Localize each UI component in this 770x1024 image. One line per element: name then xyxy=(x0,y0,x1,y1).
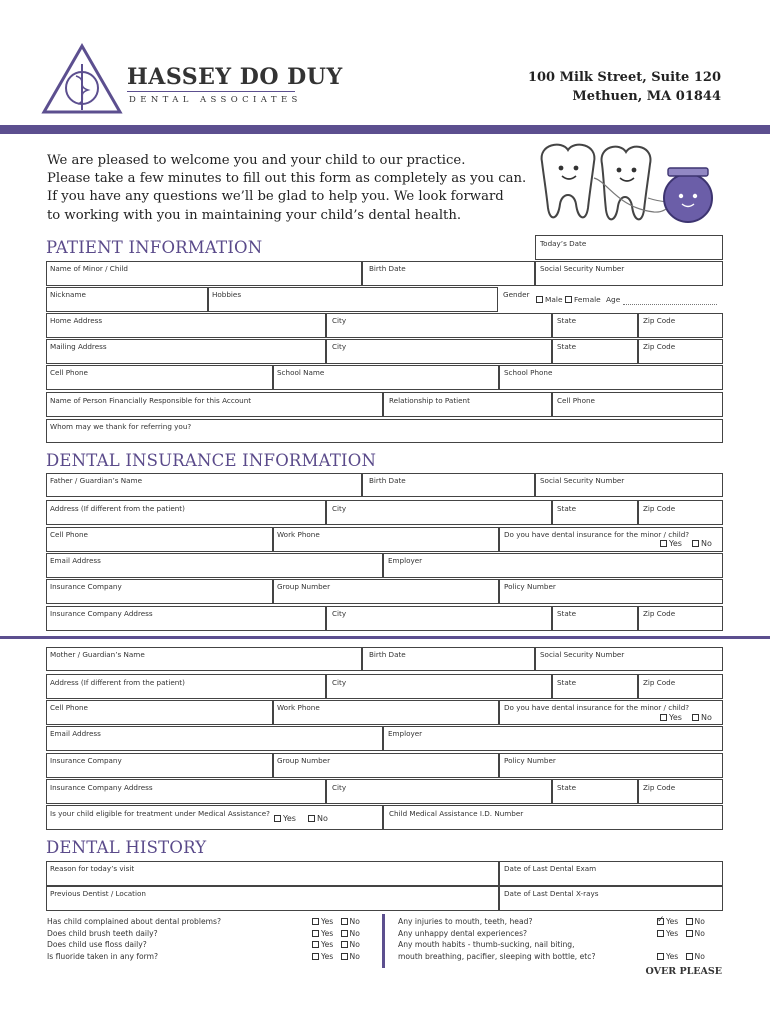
financial-cell-phone-label: Cell Phone xyxy=(557,396,595,405)
no-checkbox[interactable] xyxy=(341,930,348,937)
no-checkbox[interactable] xyxy=(686,918,693,925)
no-label: No xyxy=(694,917,705,926)
no-label: No xyxy=(349,928,360,938)
no-checkbox[interactable] xyxy=(341,941,348,948)
father-employer-label: Employer xyxy=(388,556,423,565)
mother-company-address-label: Insurance Company Address xyxy=(50,783,153,792)
right-answer-list xyxy=(657,916,705,962)
answer-row xyxy=(312,951,360,963)
father-company-city-label: City xyxy=(332,609,347,618)
father-insurance-company-label: Insurance Company xyxy=(50,582,122,591)
yes-checkbox[interactable] xyxy=(660,540,667,547)
no-checkbox[interactable] xyxy=(308,815,315,822)
child-birth-date-label: Birth Date xyxy=(369,264,406,273)
father-company-zip-label: Zip Code xyxy=(643,609,676,618)
home-city-label: City xyxy=(332,316,347,325)
insurance-info-title: DENTAL INSURANCE INFORMATION xyxy=(46,451,377,470)
question-injuries: Any injuries to mouth, teeth, head? xyxy=(398,917,533,926)
right-question-list xyxy=(398,916,595,962)
male-label: Male xyxy=(545,295,563,304)
father-work-phone-label: Work Phone xyxy=(277,530,320,539)
no-label: No xyxy=(349,951,360,961)
mother-policy-number-label: Policy Number xyxy=(504,756,556,765)
yes-checkbox[interactable] xyxy=(657,930,664,937)
mailing-address-label: Mailing Address xyxy=(50,342,107,351)
yes-checkbox[interactable] xyxy=(312,941,319,948)
father-company-state-label: State xyxy=(557,609,577,618)
father-zip-label: Zip Code xyxy=(643,504,676,513)
left-answer-list xyxy=(312,916,360,962)
yes-label: Yes xyxy=(283,814,296,823)
question-floss: Does child use floss daily? xyxy=(47,940,147,950)
mother-company-city-field[interactable] xyxy=(326,779,552,804)
mailing-city-field[interactable] xyxy=(326,339,552,364)
hobbies-label: Hobbies xyxy=(212,290,242,299)
mother-city-field[interactable] xyxy=(326,674,552,699)
address-line-2: Methuen, MA 01844 xyxy=(572,89,721,104)
home-city-field[interactable] xyxy=(326,313,552,338)
teeth-illustration xyxy=(528,138,728,234)
female-checkbox[interactable] xyxy=(565,296,572,303)
question-habits: Any mouth habits - thumb-sucking, nail biting, xyxy=(398,940,575,950)
home-state-label: State xyxy=(557,316,577,325)
mother-employer-field[interactable] xyxy=(383,726,723,751)
father-company-city-field[interactable] xyxy=(326,606,552,631)
home-address-label: Home Address xyxy=(50,316,103,325)
no-label: No xyxy=(694,951,705,961)
no-label: No xyxy=(694,928,705,938)
header-band xyxy=(0,125,770,134)
yes-label: Yes xyxy=(669,539,682,548)
child-cell-phone-label: Cell Phone xyxy=(50,368,88,377)
female-label: Female xyxy=(574,295,601,304)
question-brush: Does child brush teeth daily? xyxy=(47,928,158,938)
left-question-list xyxy=(47,916,221,962)
todays-date-label: Today’s Date xyxy=(540,239,587,248)
practice-name: HASSEY DO DUY xyxy=(127,64,343,90)
school-name-label: School Name xyxy=(277,368,325,377)
father-state-label: State xyxy=(557,504,577,513)
mother-insurance-no-option[interactable] xyxy=(692,714,712,722)
father-address-label: Address (If different from the patient) xyxy=(50,504,185,513)
father-group-number-label: Group Number xyxy=(277,582,331,591)
over-please-note: OVER PLEASE xyxy=(645,966,722,977)
welcome-line: We are pleased to welcome you and your child to our practice. xyxy=(47,153,466,168)
gender-label: Gender xyxy=(503,290,530,299)
father-cell-phone-label: Cell Phone xyxy=(50,530,88,539)
history-column-divider xyxy=(382,914,385,968)
answer-row xyxy=(657,928,705,940)
gender-female-option[interactable] xyxy=(565,296,601,303)
no-label: No xyxy=(701,713,712,722)
mother-company-city-label: City xyxy=(332,783,347,792)
mother-state-label: State xyxy=(557,678,577,687)
practice-subtitle: DENTAL ASSOCIATES xyxy=(129,95,302,105)
yes-label: Yes xyxy=(321,951,334,961)
no-checkbox[interactable] xyxy=(341,953,348,960)
father-name-label: Father / Guardian’s Name xyxy=(50,476,143,485)
practice-logo-icon xyxy=(40,42,124,116)
mother-insurance-company-label: Insurance Company xyxy=(50,756,122,765)
yes-label: Yes xyxy=(666,928,679,938)
no-label: No xyxy=(317,814,328,823)
child-ssn-label: Social Security Number xyxy=(540,264,625,273)
father-policy-number-label: Policy Number xyxy=(504,582,556,591)
father-company-address-label: Insurance Company Address xyxy=(50,609,153,618)
dental-history-title: DENTAL HISTORY xyxy=(46,838,207,857)
yes-checkbox[interactable] xyxy=(312,953,319,960)
no-label: No xyxy=(349,940,360,950)
mother-birth-date-label: Birth Date xyxy=(369,650,406,659)
yes-label: Yes xyxy=(321,940,334,950)
father-has-insurance-label: Do you have dental insurance for the minor / child? xyxy=(504,530,690,539)
mother-zip-label: Zip Code xyxy=(643,678,676,687)
gender-male-option[interactable] xyxy=(536,296,563,303)
welcome-line: Please take a few minutes to fill out this form as completely as you can. xyxy=(47,171,527,187)
yes-checkbox[interactable] xyxy=(312,930,319,937)
answer-row xyxy=(312,928,360,940)
no-checkbox[interactable] xyxy=(341,918,348,925)
father-insurance-no-option[interactable] xyxy=(692,540,712,548)
address-line-1: 100 Milk Street, Suite 120 xyxy=(527,70,721,85)
no-checkbox[interactable] xyxy=(692,714,699,721)
mother-cell-phone-label: Cell Phone xyxy=(50,703,88,712)
yes-checkbox-checked[interactable] xyxy=(657,918,664,925)
no-checkbox[interactable] xyxy=(692,540,699,547)
mother-employer-label: Employer xyxy=(388,729,423,738)
father-employer-field[interactable] xyxy=(383,553,723,578)
answer-row xyxy=(312,916,360,928)
medical-assistance-no-option[interactable] xyxy=(308,815,328,823)
medical-assistance-yes-option[interactable] xyxy=(274,815,296,823)
medical-assistance-label: Is your child eligible for treatment under Medical Assistance? xyxy=(50,809,270,818)
yes-checkbox[interactable] xyxy=(657,953,664,960)
answer-row xyxy=(657,916,705,928)
father-city-field[interactable] xyxy=(326,500,552,525)
child-name-label: Name of Minor / Child xyxy=(50,264,128,273)
yes-label: Yes xyxy=(666,917,679,926)
hobbies-field[interactable] xyxy=(208,287,498,312)
patient-info-title: PATIENT INFORMATION xyxy=(46,238,263,257)
no-label: No xyxy=(701,539,712,548)
question-habits-cont: mouth breathing, pacifier, sleeping with bottle, etc? xyxy=(398,951,596,961)
mother-company-zip-label: Zip Code xyxy=(643,783,676,792)
mailing-zip-label: Zip Code xyxy=(643,342,676,351)
financial-person-label: Name of Person Financially Responsible for this Account xyxy=(50,396,252,405)
no-checkbox[interactable] xyxy=(686,953,693,960)
mother-has-insurance-label: Do you have dental insurance for the minor / child? xyxy=(504,703,690,712)
ma-id-number-label: Child Medical Assistance I.D. Number xyxy=(389,809,524,818)
male-checkbox[interactable] xyxy=(536,296,543,303)
no-checkbox[interactable] xyxy=(686,930,693,937)
mother-ssn-label: Social Security Number xyxy=(540,650,625,659)
logo-divider xyxy=(127,91,295,92)
age-label: Age xyxy=(606,295,621,304)
father-ssn-label: Social Security Number xyxy=(540,476,625,485)
mother-address-label: Address (If different from the patient) xyxy=(50,678,185,687)
question-complained: Has child complained about dental problems? xyxy=(47,917,221,926)
mother-insurance-yes-option[interactable] xyxy=(660,714,682,722)
welcome-line: to working with you in maintaining your child’s dental health. xyxy=(47,207,462,223)
welcome-line: If you have any questions we’ll be glad to help you. We look forward xyxy=(47,189,504,205)
prev-dentist-label: Previous Dentist / Location xyxy=(50,889,146,898)
yes-checkbox[interactable] xyxy=(274,815,281,822)
question-fluoride: Is fluoride taken in any form? xyxy=(47,951,159,961)
mother-name-label: Mother / Guardian’s Name xyxy=(50,650,145,659)
mother-work-phone-label: Work Phone xyxy=(277,703,320,712)
yes-label: Yes xyxy=(669,713,682,722)
home-zip-label: Zip Code xyxy=(643,316,676,325)
nickname-label: Nickname xyxy=(50,290,86,299)
last-xrays-label: Date of Last Dental X-rays xyxy=(504,889,599,898)
age-field[interactable] xyxy=(623,304,717,305)
question-unhappy: Any unhappy dental experiences? xyxy=(398,928,528,938)
father-birth-date-label: Birth Date xyxy=(369,476,406,485)
father-city-label: City xyxy=(332,504,347,513)
no-label: No xyxy=(349,917,360,926)
last-exam-label: Date of Last Dental Exam xyxy=(504,864,597,873)
mother-email-label: Email Address xyxy=(50,729,101,738)
yes-label: Yes xyxy=(666,951,679,961)
yes-label: Yes xyxy=(321,928,334,938)
referral-label: Whom may we thank for referring you? xyxy=(50,422,192,431)
mother-group-number-label: Group Number xyxy=(277,756,331,765)
reason-label: Reason for today’s visit xyxy=(50,864,135,873)
father-email-label: Email Address xyxy=(50,556,101,565)
mother-company-state-label: State xyxy=(557,783,577,792)
mailing-state-label: State xyxy=(557,342,577,351)
father-insurance-yes-option[interactable] xyxy=(660,540,682,548)
answer-row xyxy=(312,939,360,951)
mailing-city-label: City xyxy=(332,342,347,351)
yes-label: Yes xyxy=(321,917,334,926)
answer-row-blank xyxy=(657,939,705,951)
section-divider-band xyxy=(0,636,770,639)
answer-row xyxy=(657,951,705,963)
school-phone-label: School Phone xyxy=(504,368,553,377)
relationship-label: Relationship to Patient xyxy=(389,396,470,405)
welcome-text xyxy=(47,152,526,225)
yes-checkbox[interactable] xyxy=(660,714,667,721)
mother-city-label: City xyxy=(332,678,347,687)
yes-checkbox[interactable] xyxy=(312,918,319,925)
